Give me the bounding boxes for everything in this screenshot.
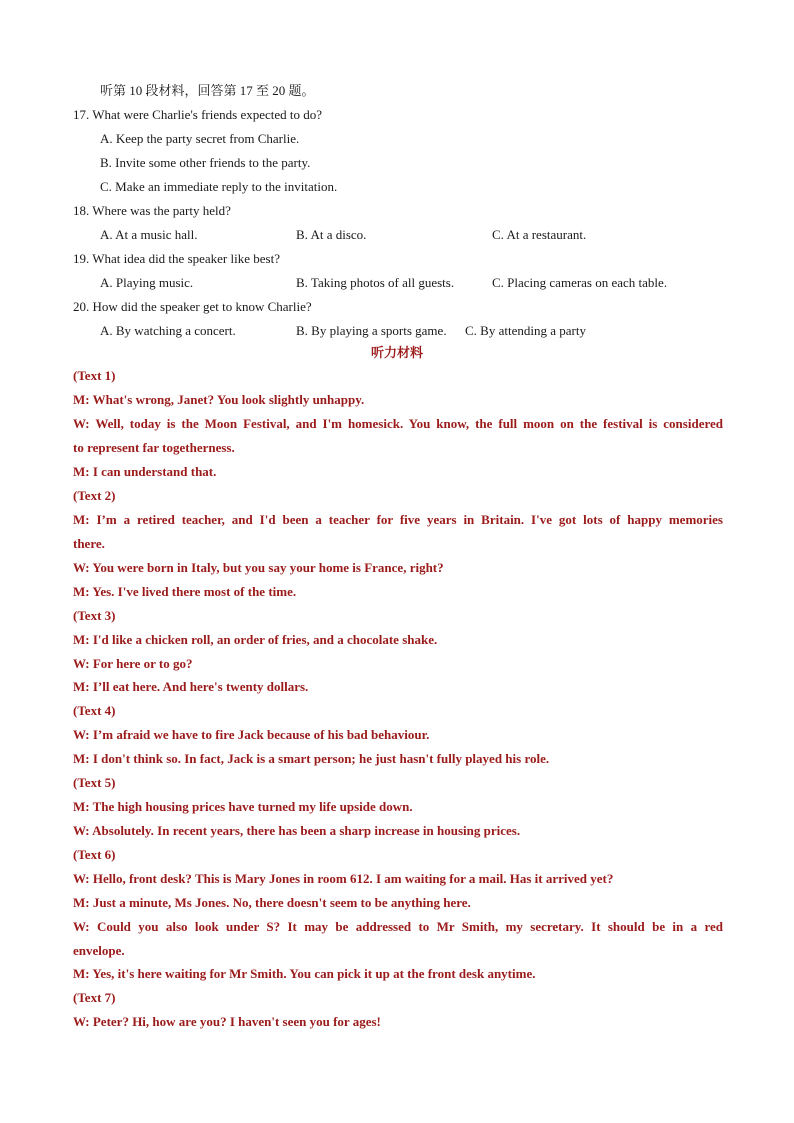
section-intro: 听第 10 段材料，回答第 17 至 20 题。 [100, 83, 315, 98]
question-20: 20. How did the speaker get to know Charlie? [73, 299, 312, 314]
transcript-line: W: Peter? Hi, how are you? I haven't seen you for ages! [73, 1014, 381, 1029]
option-18b: B. At a disco. [296, 227, 367, 242]
transcript-line: (Text 2) [73, 488, 116, 503]
transcript-line: W: You were born in Italy, but you say your home is France, right? [73, 560, 444, 575]
transcript-line: M: Just a minute, Ms Jones. No, there doesn't seem to be anything here. [73, 895, 471, 910]
transcript-line: M: The high housing prices have turned my life upside down. [73, 799, 413, 814]
transcript-line: to represent far togetherness. [73, 440, 235, 455]
transcript-line: (Text 6) [73, 847, 116, 862]
transcript-heading: 听力材料 [370, 345, 423, 360]
question-19: 19. What idea did the speaker like best? [73, 251, 280, 266]
transcript-line: M: I’ll eat here. And here's twenty dollars. [73, 679, 309, 694]
transcript-line: M: I'd like a chicken roll, an order of fries, and a chocolate shake. [73, 632, 438, 647]
transcript-line: (Text 4) [73, 703, 116, 718]
transcript-line: (Text 1) [73, 368, 116, 383]
transcript-line: (Text 7) [73, 990, 116, 1005]
transcript-line: W: I’m afraid we have to fire Jack because of his bad behaviour. [73, 727, 430, 742]
option-20a: A. By watching a concert. [100, 323, 236, 338]
option-20b: B. By playing a sports game. [296, 323, 447, 338]
transcript-line: M: What's wrong, Janet? You look slightly unhappy. [73, 392, 365, 407]
transcript-line: (Text 5) [73, 775, 116, 790]
transcript-line: envelope. [73, 943, 125, 958]
transcript-line: W: For here or to go? [73, 656, 193, 671]
option-17a: A. Keep the party secret from Charlie. [100, 131, 300, 146]
transcript-line: W: Hello, front desk? This is Mary Jones in room 612. I am waiting for a mail. Has it arrived yet? [73, 871, 614, 886]
option-18c: C. At a restaurant. [492, 227, 587, 242]
option-19c: C. Placing cameras on each table. [492, 275, 668, 290]
transcript-line: there. [73, 536, 105, 551]
transcript-line: M: Yes, it's here waiting for Mr Smith. You can pick it up at the front desk anytime. [73, 966, 536, 981]
transcript-line: W: Could you also look under S? It may be addressed to Mr Smith, my secretary. It should be in a red [73, 919, 723, 934]
transcript-line: W: Well, today is the Moon Festival, and I'm homesick. You know, the full moon on the festival is considered [73, 416, 723, 431]
transcript-line: (Text 3) [73, 608, 116, 623]
transcript-line: W: Absolutely. In recent years, there has been a sharp increase in housing prices. [73, 823, 521, 838]
option-19b: B. Taking photos of all guests. [296, 275, 455, 290]
transcript-line: M: Yes. I've lived there most of the time. [73, 584, 297, 599]
transcript-line: M: I don't think so. In fact, Jack is a smart person; he just hasn't fully played his role. [73, 751, 550, 766]
option-17b: B. Invite some other friends to the party. [100, 155, 311, 170]
option-17c: C. Make an immediate reply to the invitation. [100, 179, 338, 194]
option-20c: C. By attending a party [465, 323, 586, 338]
option-19a: A. Playing music. [100, 275, 194, 290]
transcript-line: M: I’m a retired teacher, and I'd been a teacher for five years in Britain. I've got lots of happy memories [73, 512, 723, 527]
question-17: 17. What were Charlie's friends expected to do? [73, 107, 323, 122]
option-18a: A. At a music hall. [100, 227, 198, 242]
question-18: 18. Where was the party held? [73, 203, 231, 218]
transcript-line: M: I can understand that. [73, 464, 217, 479]
